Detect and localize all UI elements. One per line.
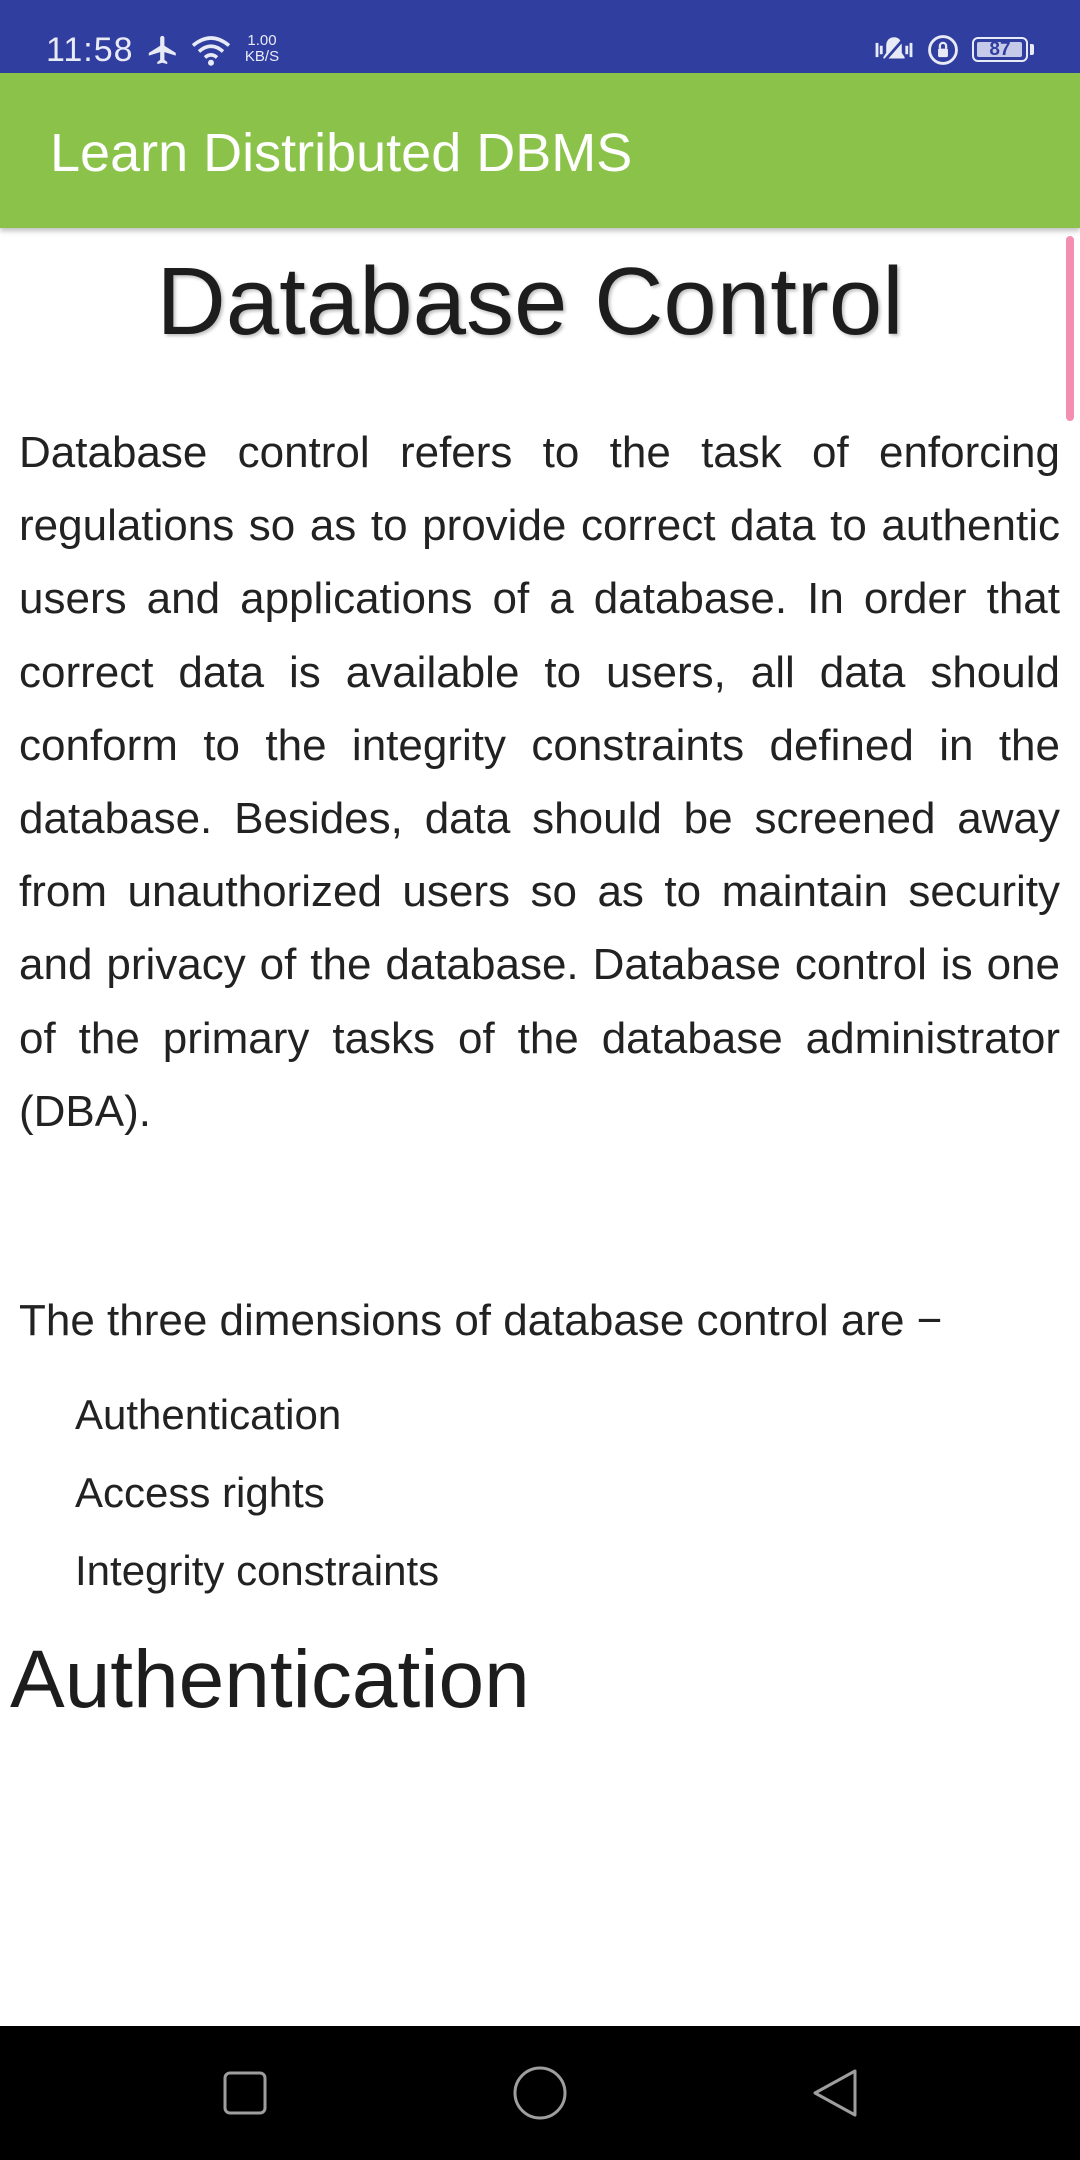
battery-icon	[972, 37, 1028, 62]
vibrate-icon	[872, 30, 916, 70]
section-heading: Authentication	[10, 1634, 530, 1725]
list-item: Authentication	[75, 1391, 342, 1438]
battery-level: 87	[989, 39, 1011, 60]
dimensions-lead-paragraph: The three dimensions of database control are −	[19, 1296, 943, 1345]
home-circle-icon	[511, 2064, 569, 2122]
battery-tip	[1030, 44, 1034, 55]
home-button[interactable]	[480, 2026, 600, 2160]
network-speed-unit: KB/S	[244, 48, 280, 65]
list-item: Access rights	[75, 1469, 325, 1516]
recents-button[interactable]	[185, 2026, 305, 2160]
airplane-icon	[146, 30, 180, 70]
list-item: Integrity constraints	[75, 1547, 440, 1594]
navigation-bar	[0, 2026, 1080, 2160]
scrollbar-thumb[interactable]	[1066, 236, 1074, 421]
network-speed	[240, 33, 284, 65]
back-button[interactable]	[775, 2026, 895, 2160]
status-time: 11:58	[46, 31, 134, 69]
intro-paragraph: Database control refers to the task of enforcing regulations so as to provide correct data to authentic users and applications of a database. In order that correct data is available to users, all data should conform to the integrity constraints defined in the database. Besides, data should be screened away from unauthorized users so as to maintain security and privacy of the database. Database control is one of the primary tasks of the database administrator (DBA).	[19, 428, 1060, 1136]
status-bar	[0, 0, 1080, 73]
app-title: Learn Distributed DBMS	[50, 123, 633, 183]
rotation-lock-icon	[926, 30, 960, 70]
app-bar	[0, 73, 1080, 228]
network-speed-value: 1.00	[247, 32, 277, 49]
dimensions-list	[75, 1376, 439, 1610]
back-triangle-icon	[807, 2065, 863, 2121]
wifi-icon	[190, 30, 232, 70]
page-title: Database Control	[156, 248, 904, 355]
recents-square-icon	[220, 2068, 270, 2118]
article-content[interactable]	[0, 228, 1080, 2026]
